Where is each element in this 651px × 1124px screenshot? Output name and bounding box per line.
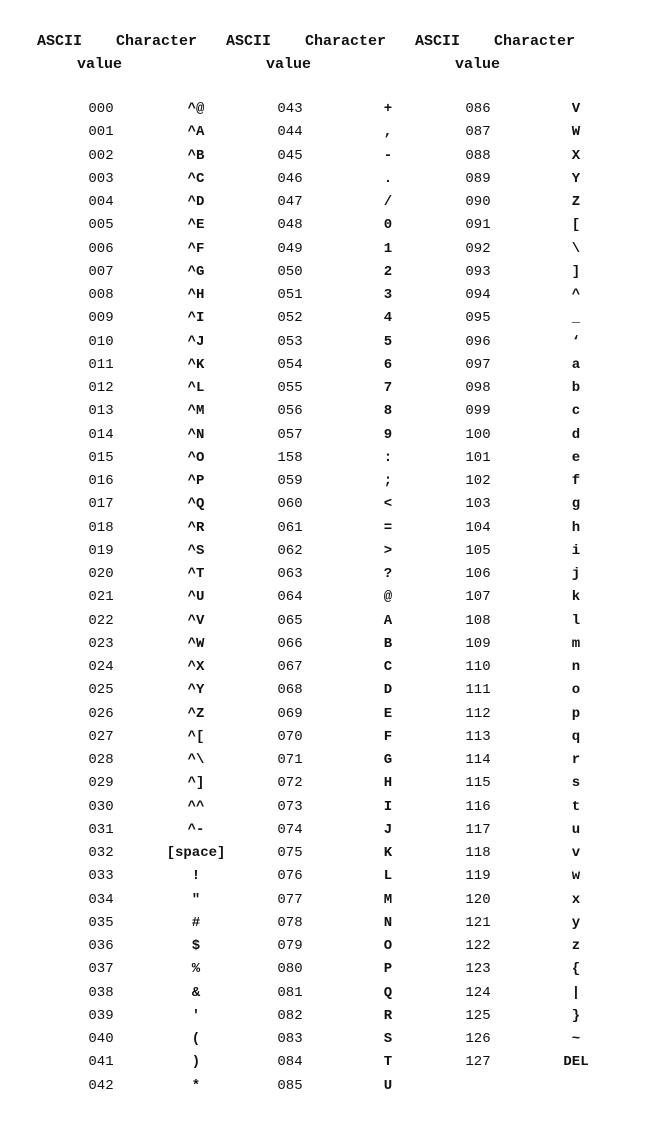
ascii-character: } — [571, 1007, 581, 1024]
ascii-value: 114 — [465, 752, 491, 768]
ascii-character: 0 — [383, 217, 393, 234]
ascii-character: { — [571, 961, 581, 978]
ascii-value: 102 — [465, 473, 491, 489]
ascii-value: 076 — [277, 868, 303, 885]
ascii-character: ^X — [187, 659, 205, 675]
ascii-character: k — [571, 589, 581, 606]
ascii-character: Y — [571, 170, 581, 187]
ascii-character: M — [383, 891, 393, 908]
header-ascii-1: ASCII — [37, 33, 83, 50]
ascii-character: 2 — [383, 263, 393, 280]
ascii-value: 030 — [88, 798, 114, 815]
ascii-value: 019 — [88, 542, 114, 559]
ascii-value: 017 — [88, 496, 114, 513]
ascii-value: 106 — [465, 566, 491, 582]
ascii-value: 110 — [465, 659, 491, 675]
ascii-character: + — [383, 101, 393, 117]
ascii-character: # — [191, 914, 201, 931]
ascii-character: ‘ — [571, 333, 581, 350]
ascii-value: 101 — [465, 449, 491, 466]
ascii-value: 115 — [465, 775, 491, 792]
ascii-character: O — [383, 938, 393, 954]
ascii-value: 007 — [88, 263, 114, 280]
header-ascii-3: ASCII — [415, 33, 461, 50]
ascii-character: S — [383, 1031, 393, 1047]
ascii-value: 121 — [465, 914, 491, 931]
ascii-value: 052 — [277, 310, 303, 327]
ascii-character: ^K — [187, 356, 205, 373]
ascii-value: 090 — [465, 194, 491, 210]
ascii-character: U — [383, 1077, 393, 1094]
ascii-value: 060 — [277, 496, 303, 513]
ascii-character: ^A — [187, 124, 205, 141]
ascii-value: 107 — [465, 589, 491, 606]
ascii-value: 080 — [277, 961, 303, 978]
ascii-character: d — [571, 426, 581, 443]
ascii-value: 022 — [88, 612, 114, 629]
ascii-character: ^[ — [187, 728, 205, 745]
ascii-value: 006 — [88, 240, 114, 257]
ascii-character: , — [383, 124, 393, 141]
ascii-character: ^^ — [187, 798, 205, 815]
ascii-character: ( — [191, 1031, 201, 1047]
ascii-value: 073 — [277, 798, 303, 815]
header-character-2: Character — [305, 33, 387, 50]
ascii-value: 039 — [88, 1007, 114, 1024]
ascii-character: q — [571, 728, 581, 745]
ascii-character: p — [571, 705, 581, 722]
ascii-character: Z — [571, 194, 581, 210]
ascii-character: ^O — [187, 449, 205, 466]
ascii-value: 032 — [88, 845, 114, 861]
ascii-value: 071 — [277, 752, 303, 768]
header-value-3: value — [455, 56, 501, 73]
ascii-character: ; — [383, 473, 393, 489]
ascii-character: r — [571, 752, 581, 768]
ascii-value: 065 — [277, 612, 303, 629]
ascii-value: 038 — [88, 984, 114, 1001]
ascii-value: 093 — [465, 263, 491, 280]
ascii-character: ] — [571, 263, 581, 280]
header-value-1: value — [77, 56, 123, 73]
ascii-character: ^U — [187, 589, 205, 606]
ascii-character: P — [383, 961, 393, 978]
ascii-character: ^N — [187, 426, 205, 443]
ascii-character: ^F — [187, 240, 205, 257]
ascii-value: 125 — [465, 1007, 491, 1024]
ascii-value: 044 — [277, 124, 303, 141]
ascii-character: ^@ — [187, 101, 205, 117]
ascii-character: X — [571, 147, 581, 164]
ascii-character: h — [571, 519, 581, 536]
ascii-character: \ — [571, 240, 581, 257]
ascii-character: G — [383, 752, 393, 768]
ascii-value: 014 — [88, 426, 114, 443]
ascii-value: 033 — [88, 868, 114, 885]
ascii-character: | — [571, 984, 581, 1001]
ascii-character: [space] — [166, 845, 226, 861]
ascii-value: 089 — [465, 170, 491, 187]
ascii-value: 098 — [465, 380, 491, 396]
ascii-value: 081 — [277, 984, 303, 1001]
ascii-character: c — [571, 403, 581, 420]
ascii-character: & — [191, 984, 201, 1001]
ascii-value: 024 — [88, 659, 114, 675]
header-character-3: Character — [494, 33, 576, 50]
ascii-character: m — [571, 635, 581, 652]
header-ascii-2: ASCII — [226, 33, 272, 50]
ascii-value: 062 — [277, 542, 303, 559]
ascii-character: 5 — [383, 333, 393, 350]
ascii-value: 092 — [465, 240, 491, 257]
ascii-character: a — [571, 356, 581, 373]
ascii-value: 096 — [465, 333, 491, 350]
ascii-value: 046 — [277, 170, 303, 187]
ascii-character: / — [383, 194, 393, 210]
ascii-value: 087 — [465, 124, 491, 141]
ascii-value: 042 — [88, 1077, 114, 1094]
ascii-character: D — [383, 682, 393, 699]
ascii-character: ^ — [571, 287, 581, 303]
ascii-value: 116 — [465, 798, 491, 815]
ascii-value: 104 — [465, 519, 491, 536]
ascii-value: 111 — [465, 682, 491, 699]
ascii-character: w — [571, 868, 581, 885]
ascii-character: l — [571, 612, 581, 629]
ascii-value: 005 — [88, 217, 114, 234]
ascii-character: _ — [571, 310, 581, 327]
ascii-character: DEL — [563, 1054, 589, 1071]
ascii-character: ^H — [187, 287, 205, 303]
ascii-value: 064 — [277, 589, 303, 606]
ascii-character: ^B — [187, 147, 205, 164]
ascii-value: 068 — [277, 682, 303, 699]
ascii-value: 016 — [88, 473, 114, 489]
ascii-character: A — [383, 612, 393, 629]
ascii-value: 108 — [465, 612, 491, 629]
ascii-value: 117 — [465, 821, 491, 838]
ascii-value: 021 — [88, 589, 114, 606]
ascii-character: ^R — [187, 519, 205, 536]
ascii-character: x — [571, 891, 581, 908]
ascii-value: 118 — [465, 845, 491, 861]
ascii-character: : — [383, 449, 393, 466]
ascii-character: ^- — [187, 821, 205, 838]
ascii-value: 084 — [277, 1054, 303, 1071]
ascii-character: e — [571, 449, 581, 466]
ascii-value: 097 — [465, 356, 491, 373]
ascii-value: 011 — [88, 356, 114, 373]
ascii-value: 095 — [465, 310, 491, 327]
ascii-character: f — [571, 473, 581, 489]
ascii-character: ^T — [187, 566, 205, 582]
ascii-character: ^G — [187, 263, 205, 280]
ascii-character: ' — [191, 1007, 201, 1024]
ascii-character: 3 — [383, 287, 393, 303]
ascii-value: 074 — [277, 821, 303, 838]
ascii-character: R — [383, 1007, 393, 1024]
ascii-character: ^Q — [187, 496, 205, 513]
ascii-value: 112 — [465, 705, 491, 722]
ascii-value: 077 — [277, 891, 303, 908]
ascii-value: 035 — [88, 914, 114, 931]
ascii-character: ^W — [187, 635, 205, 652]
ascii-character: z — [571, 938, 581, 954]
ascii-value: 036 — [88, 938, 114, 954]
ascii-value: 124 — [465, 984, 491, 1001]
ascii-value: 003 — [88, 170, 114, 187]
ascii-value: 113 — [465, 728, 491, 745]
ascii-character: ^L — [187, 380, 205, 396]
ascii-value: 070 — [277, 728, 303, 745]
ascii-value: 000 — [88, 101, 114, 117]
ascii-value: 031 — [88, 821, 114, 838]
ascii-character: o — [571, 682, 581, 699]
ascii-value: 099 — [465, 403, 491, 420]
ascii-value: 050 — [277, 263, 303, 280]
ascii-value: 010 — [88, 333, 114, 350]
ascii-value: 055 — [277, 380, 303, 396]
ascii-character: ^Z — [187, 705, 205, 722]
ascii-value: 015 — [88, 449, 114, 466]
ascii-character: = — [383, 519, 393, 536]
ascii-value: 023 — [88, 635, 114, 652]
ascii-character: ^S — [187, 542, 205, 559]
ascii-character: - — [383, 147, 393, 164]
ascii-character: ^C — [187, 170, 205, 187]
ascii-value: 056 — [277, 403, 303, 420]
ascii-character: g — [571, 496, 581, 513]
ascii-value: 057 — [277, 426, 303, 443]
ascii-character: ! — [191, 868, 201, 885]
header-character-1: Character — [116, 33, 198, 50]
ascii-character: ^Y — [187, 682, 205, 699]
ascii-character: 7 — [383, 380, 393, 396]
ascii-character: [ — [571, 217, 581, 234]
ascii-character: $ — [191, 938, 201, 954]
ascii-value: 088 — [465, 147, 491, 164]
ascii-character: ^J — [187, 333, 205, 350]
ascii-character: " — [191, 891, 201, 908]
ascii-character: u — [571, 821, 581, 838]
ascii-value: 034 — [88, 891, 114, 908]
ascii-value: 061 — [277, 519, 303, 536]
ascii-value: 072 — [277, 775, 303, 792]
ascii-value: 082 — [277, 1007, 303, 1024]
ascii-character: v — [571, 845, 581, 861]
ascii-character: 6 — [383, 356, 393, 373]
ascii-character: ^D — [187, 194, 205, 210]
ascii-character: ) — [191, 1054, 201, 1071]
ascii-character: I — [383, 798, 393, 815]
ascii-character: L — [383, 868, 393, 885]
ascii-value: 020 — [88, 566, 114, 582]
ascii-value: 026 — [88, 705, 114, 722]
ascii-character: E — [383, 705, 393, 722]
ascii-value: 027 — [88, 728, 114, 745]
ascii-character: F — [383, 728, 393, 745]
ascii-value: 122 — [465, 938, 491, 954]
ascii-value: 100 — [465, 426, 491, 443]
ascii-character: i — [571, 542, 581, 559]
ascii-value: 018 — [88, 519, 114, 536]
ascii-character: C — [383, 659, 393, 675]
ascii-character: j — [571, 566, 581, 582]
ascii-value: 063 — [277, 566, 303, 582]
ascii-character: ^I — [187, 310, 205, 327]
ascii-character: 1 — [383, 240, 393, 257]
ascii-character: ^V — [187, 612, 205, 629]
ascii-value: 059 — [277, 473, 303, 489]
ascii-value: 066 — [277, 635, 303, 652]
ascii-value: 085 — [277, 1077, 303, 1094]
ascii-value: 012 — [88, 380, 114, 396]
ascii-character: ^] — [187, 775, 205, 792]
ascii-value: 001 — [88, 124, 114, 141]
ascii-value: 158 — [277, 449, 303, 466]
ascii-value: 025 — [88, 682, 114, 699]
ascii-character: ^E — [187, 217, 205, 234]
ascii-value: 037 — [88, 961, 114, 978]
ascii-value: 051 — [277, 287, 303, 303]
ascii-value: 049 — [277, 240, 303, 257]
ascii-character: K — [383, 845, 393, 861]
ascii-value: 053 — [277, 333, 303, 350]
ascii-value: 079 — [277, 938, 303, 954]
ascii-value: 083 — [277, 1031, 303, 1047]
ascii-value: 048 — [277, 217, 303, 234]
ascii-character: Q — [383, 984, 393, 1001]
ascii-value: 086 — [465, 101, 491, 117]
ascii-character: W — [571, 124, 581, 141]
ascii-value: 047 — [277, 194, 303, 210]
ascii-value: 045 — [277, 147, 303, 164]
ascii-value: 119 — [465, 868, 491, 885]
ascii-character: > — [383, 542, 393, 559]
ascii-value: 054 — [277, 356, 303, 373]
ascii-value: 126 — [465, 1031, 491, 1047]
ascii-character: * — [191, 1077, 201, 1094]
ascii-value: 029 — [88, 775, 114, 792]
ascii-value: 094 — [465, 287, 491, 303]
ascii-character: 4 — [383, 310, 393, 327]
ascii-character: B — [383, 635, 393, 652]
ascii-character: T — [383, 1054, 393, 1071]
ascii-character: ^P — [187, 473, 205, 489]
ascii-value: 009 — [88, 310, 114, 327]
ascii-character: ? — [383, 566, 393, 582]
ascii-character: N — [383, 914, 393, 931]
ascii-character: V — [571, 101, 581, 117]
ascii-value: 008 — [88, 287, 114, 303]
ascii-value: 013 — [88, 403, 114, 420]
ascii-value: 103 — [465, 496, 491, 513]
ascii-value: 069 — [277, 705, 303, 722]
ascii-character: ^M — [187, 403, 205, 420]
ascii-character: t — [571, 798, 581, 815]
ascii-character: b — [571, 380, 581, 396]
header-value-2: value — [266, 56, 312, 73]
ascii-value: 120 — [465, 891, 491, 908]
ascii-value: 028 — [88, 752, 114, 768]
ascii-character: H — [383, 775, 393, 792]
ascii-value: 002 — [88, 147, 114, 164]
ascii-character: 8 — [383, 403, 393, 420]
ascii-character: % — [191, 961, 201, 978]
ascii-character: ~ — [571, 1031, 581, 1047]
ascii-character: ^\ — [187, 752, 205, 768]
ascii-value: 075 — [277, 845, 303, 861]
ascii-value: 078 — [277, 914, 303, 931]
ascii-character: J — [383, 821, 393, 838]
ascii-value: 127 — [465, 1054, 491, 1071]
ascii-character: y — [571, 914, 581, 931]
ascii-character: 9 — [383, 426, 393, 443]
ascii-value: 109 — [465, 635, 491, 652]
ascii-character: @ — [383, 589, 393, 606]
ascii-value: 105 — [465, 542, 491, 559]
ascii-character: . — [383, 170, 393, 187]
ascii-value: 067 — [277, 659, 303, 675]
ascii-value: 040 — [88, 1031, 114, 1047]
ascii-value: 091 — [465, 217, 491, 234]
ascii-value: 043 — [277, 101, 303, 117]
ascii-value: 004 — [88, 194, 114, 210]
ascii-character: < — [383, 496, 393, 513]
ascii-character: s — [571, 775, 581, 792]
ascii-value: 123 — [465, 961, 491, 978]
ascii-value: 041 — [88, 1054, 114, 1071]
ascii-character: n — [571, 659, 581, 675]
